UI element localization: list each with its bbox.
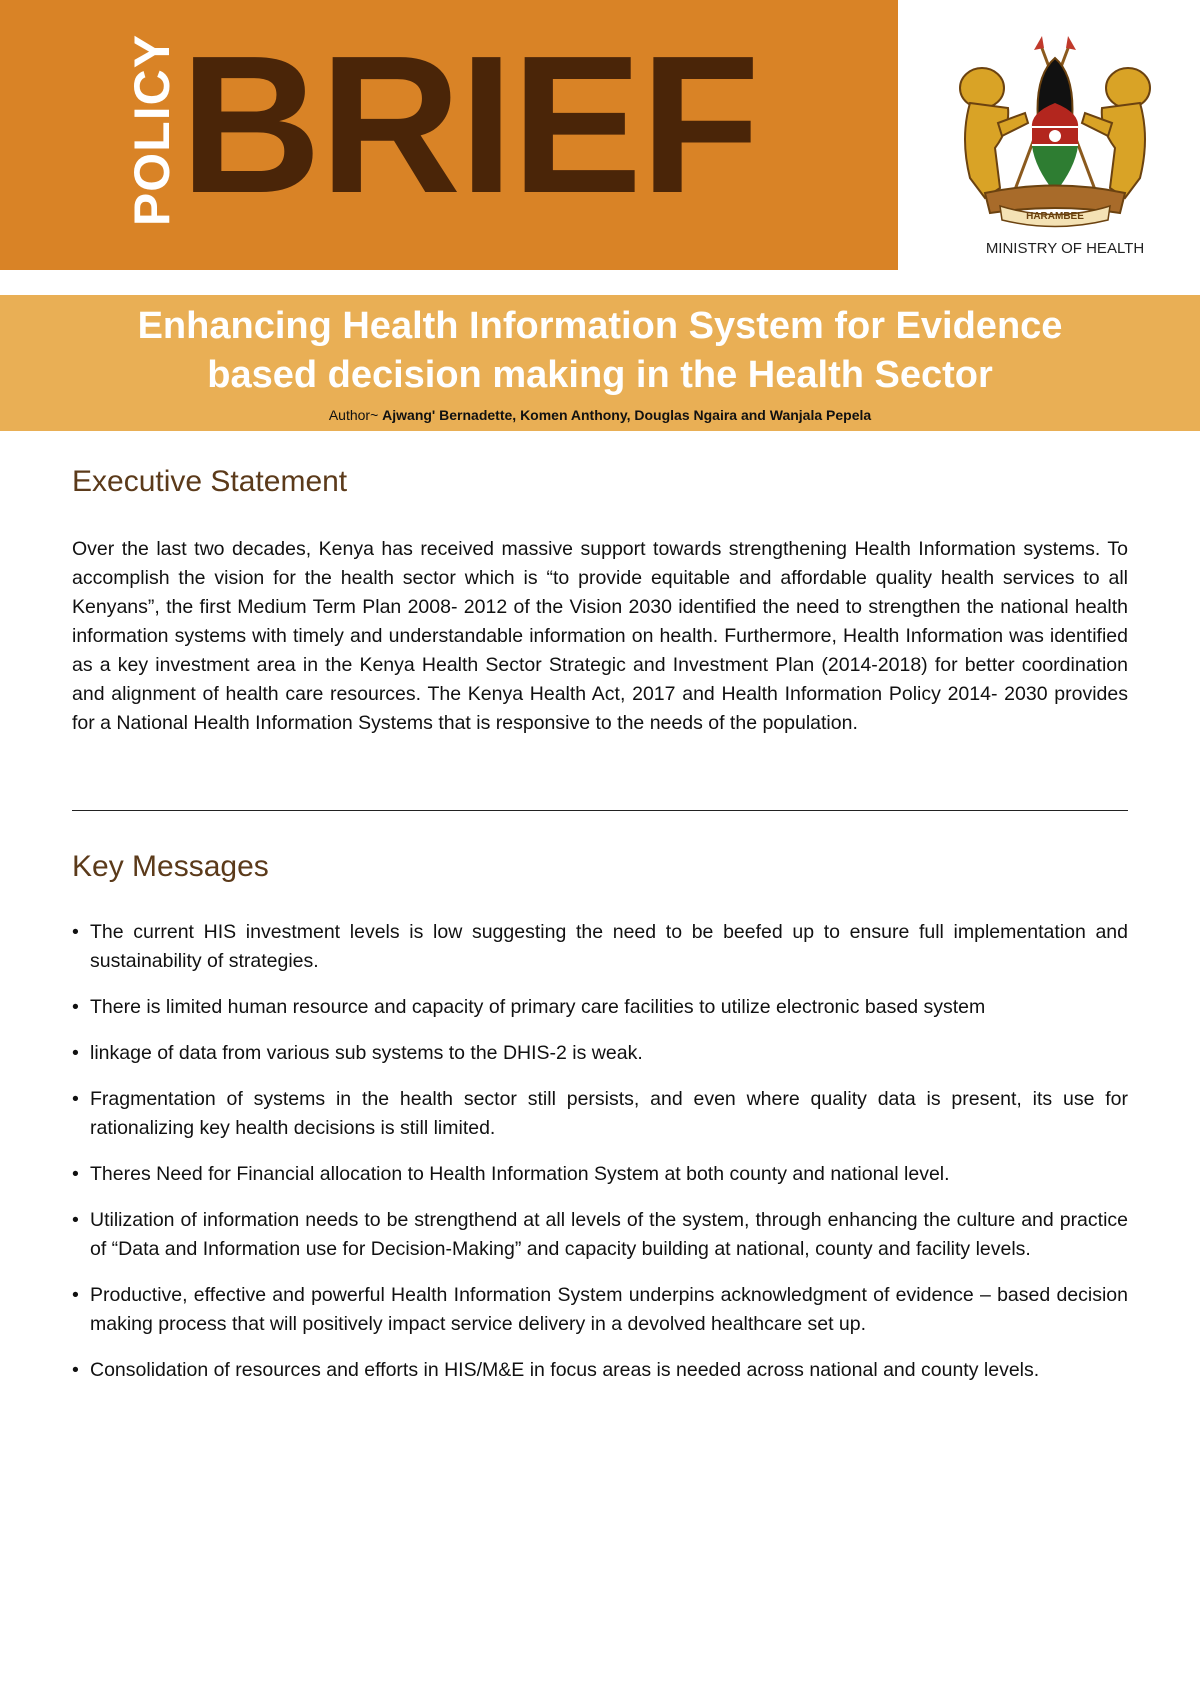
executive-heading: Executive Statement	[72, 465, 348, 498]
list-item: • There is limited human resource and capacity of primary care facilities to utilize electronic based system	[72, 993, 1128, 1022]
title-line-2: based decision making in the Health Sector	[207, 354, 993, 396]
section-divider	[72, 810, 1128, 811]
list-item: • Consolidation of resources and efforts in HIS/M&E in focus areas is needed across national and county levels.	[72, 1356, 1128, 1385]
key-messages-heading: Key Messages	[72, 850, 269, 883]
list-item: • The current HIS investment levels is low suggesting the need to be beefed up to ensure full implementation and sustainability of strategies.	[72, 918, 1128, 976]
motto-text: HARAMBEE	[1026, 211, 1084, 222]
kenya-coat-of-arms-icon	[940, 28, 1170, 228]
list-item: • Utilization of information needs to be strengthend at all levels of the system, through enhancing the culture and practice of “Data and Information use for Decision-Making” and capacity building at national, county and facility levels.	[72, 1206, 1128, 1264]
author-names: Ajwang' Bernadette, Komen Anthony, Douglas Ngaira and Wanjala Pepela	[382, 407, 872, 423]
document-title	[40, 302, 1160, 400]
ministry-label: MINISTRY OF HEALTH	[985, 240, 1145, 257]
brief-wordmark: BRIEF	[180, 15, 758, 234]
list-item: • Theres Need for Financial allocation to Health Information System at both county and national level.	[72, 1160, 1128, 1189]
key-messages-list	[72, 918, 1128, 1402]
title-line-1: Enhancing Health Information System for Evidence	[137, 305, 1063, 347]
executive-body: Over the last two decades, Kenya has received massive support towards strengthening Health Information systems. To accomplish the vision for the health sector which is “to provide equitable and affordable quality health services to all Kenyans”, the first Medium Term Plan 2008- 2012 of the Vision 2030 identified the need to strengthen the national health information systems with timely and understandable information on health. Furthermore, Health Information was identified as a key investment area in the Kenya Health Sector Strategic and Investment Plan (2014-2018) for better coordination and alignment of health care resources. The Kenya Health Act, 2017 and Health Information Policy 2014- 2030 provides for a National Health Information Systems that is responsive to the needs of the population.	[72, 538, 1128, 734]
policy-label: POLICY	[124, 33, 181, 227]
list-item: • Productive, effective and powerful Health Information System underpins acknowledgment of evidence – based decision making process that will positively impact service delivery in a devolved healthcare set up.	[72, 1281, 1128, 1339]
author-label: Author~	[328, 407, 379, 423]
policy-wordmark	[124, 33, 181, 227]
list-item: • linkage of data from various sub systems to the DHIS-2 is weak.	[72, 1039, 1128, 1068]
list-item: • Fragmentation of systems in the health sector still persists, and even where quality data is present, its use for rationalizing key health decisions is still limited.	[72, 1085, 1128, 1143]
author-line	[0, 407, 1200, 423]
